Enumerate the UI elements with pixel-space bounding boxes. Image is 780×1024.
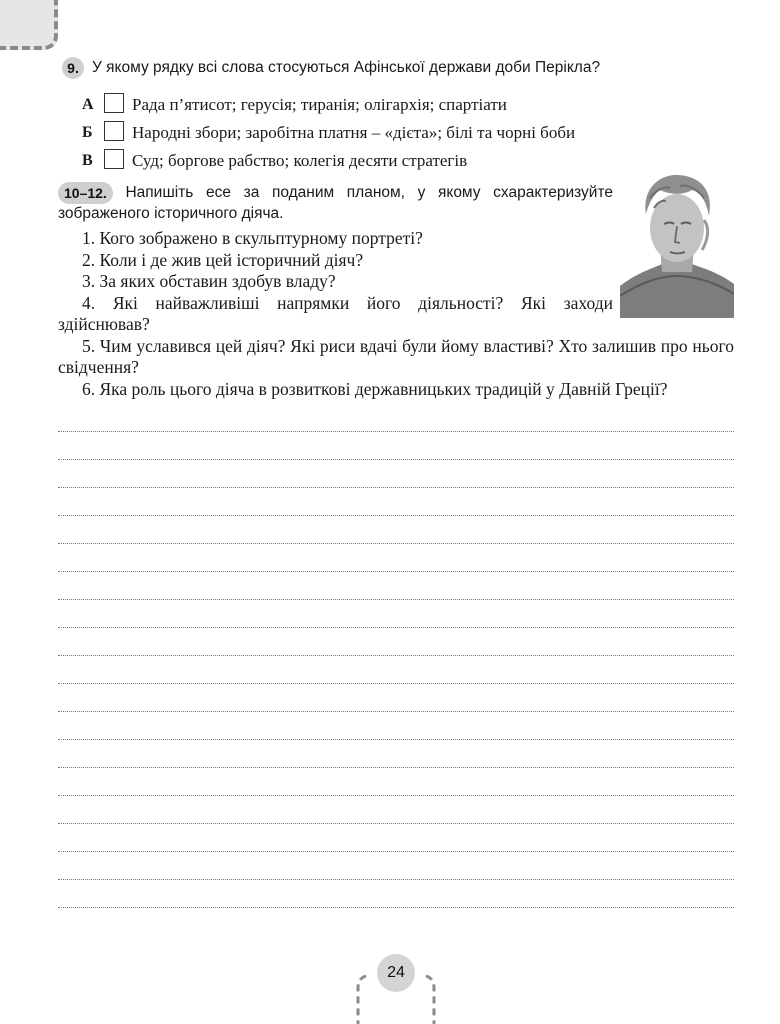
dashed-bracket-left-icon bbox=[356, 974, 368, 1024]
answer-line[interactable] bbox=[58, 460, 734, 488]
plan-item: 2. Коли і де жив цей історичний діяч? bbox=[82, 249, 364, 270]
option-letter: В bbox=[82, 152, 93, 169]
essay-plan-list bbox=[58, 228, 734, 400]
option-letter: Б bbox=[82, 124, 93, 141]
answer-line[interactable] bbox=[58, 628, 734, 656]
answer-line[interactable] bbox=[58, 516, 734, 544]
task-10-12-intro: Напишіть есе за поданим планом, у якому схарактеризуйте зображеного історичного діяча. bbox=[58, 184, 613, 222]
task-10-12-number-badge: 10–12. bbox=[58, 182, 113, 204]
answer-line[interactable] bbox=[58, 600, 734, 628]
plan-item: 4. Які найважливіші напрямки його діяльності? Які заходи здійснював? bbox=[58, 292, 613, 334]
option-text: Суд; боргове рабство; колегія десяти стратегів bbox=[132, 151, 468, 170]
answer-checkbox-a[interactable] bbox=[104, 93, 124, 113]
option-letter: А bbox=[82, 96, 94, 113]
plan-item: 5. Чим уславився цей діяч? Які риси вдачі були йому властиві? Хто залишив про нього свідчення? bbox=[58, 335, 734, 377]
plan-item: 3. За яких обставин здобув владу? bbox=[82, 271, 336, 291]
dashed-bracket-right-icon bbox=[424, 974, 436, 1024]
option-c bbox=[82, 147, 575, 175]
answer-line[interactable] bbox=[58, 852, 734, 880]
option-b bbox=[82, 119, 575, 147]
answer-line[interactable] bbox=[58, 432, 734, 460]
answer-line[interactable] bbox=[58, 544, 734, 572]
plan-item: 6. Яка роль цього діяча в розвиткові державницьких традицій у Давній Греції? bbox=[82, 378, 668, 399]
answer-line[interactable] bbox=[58, 824, 734, 852]
answer-line[interactable] bbox=[58, 768, 734, 796]
page-number-footer bbox=[356, 952, 436, 1024]
option-a bbox=[82, 91, 575, 119]
task-9-question-text: У якому рядку всі слова стосуються Афінської держави доби Перікла? bbox=[92, 59, 601, 76]
task-9-options bbox=[82, 91, 575, 175]
answer-line[interactable] bbox=[58, 572, 734, 600]
option-text: Народні збори; заробітна платня – «дієта»; білі та чорні боби bbox=[132, 123, 576, 142]
answer-line[interactable] bbox=[58, 796, 734, 824]
answer-line[interactable] bbox=[58, 880, 734, 908]
corner-tab-decoration bbox=[0, 0, 58, 50]
answer-line[interactable] bbox=[58, 404, 734, 432]
answer-line[interactable] bbox=[58, 684, 734, 712]
task-10-12-header bbox=[58, 182, 613, 223]
answer-line[interactable] bbox=[58, 740, 734, 768]
option-text: Рада п’ятисот; герусія; тиранія; олігархія; спартіати bbox=[132, 95, 507, 114]
answer-checkbox-c[interactable] bbox=[104, 149, 124, 169]
answer-writing-lines[interactable] bbox=[58, 404, 734, 908]
task-9-number-badge: 9. bbox=[62, 57, 84, 79]
plan-item: 1. Кого зображено в скульптурному портреті? bbox=[82, 228, 423, 248]
page-number: 24 bbox=[377, 954, 415, 992]
answer-line[interactable] bbox=[58, 656, 734, 684]
answer-line[interactable] bbox=[58, 488, 734, 516]
answer-checkbox-b[interactable] bbox=[104, 121, 124, 141]
task-9-question bbox=[62, 57, 742, 79]
answer-line[interactable] bbox=[58, 712, 734, 740]
task-10-12-intro-block bbox=[58, 182, 613, 223]
